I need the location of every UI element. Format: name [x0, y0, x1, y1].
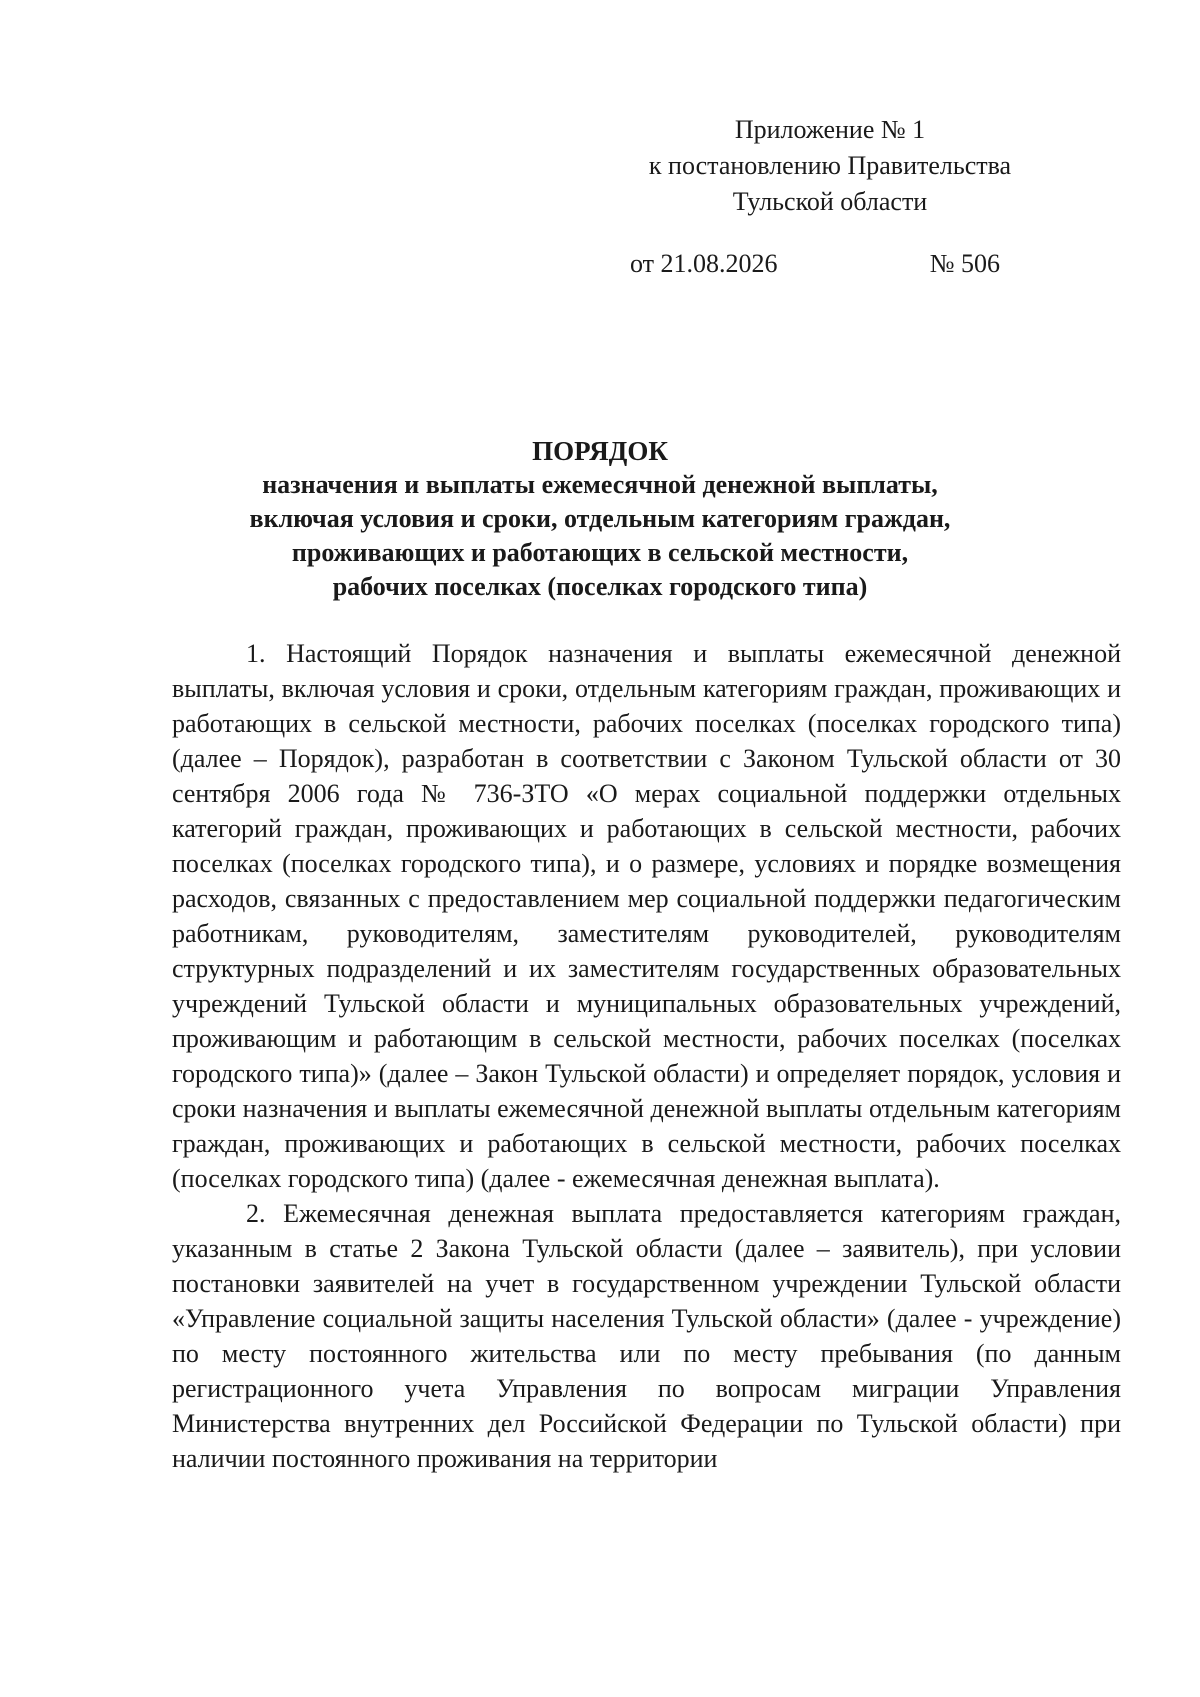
decree-date: от 21.08.2026	[630, 249, 778, 278]
appendix-title: Приложение № 1	[734, 115, 926, 144]
appendix-block	[630, 112, 1030, 278]
paragraph-2: 2. Ежемесячная денежная выплата предоставляется категориям граждан, указанным в статье 2 Закона Тульской области (далее – заявитель), при условии постановки заявителей на учет в государственном учреждении Тульской области «Управление социальной защиты населения Тульской области» (далее - учреждение) по месту постоянного жительства или по месту пребывания (по данным регистрационного учета Управления по вопросам миграции Управления Министерства внутренних дел Российской Федерации по Тульской области) при наличии постоянного проживания на территории	[172, 1199, 1121, 1473]
title-heading: ПОРЯДОК	[532, 436, 668, 466]
document-title	[150, 434, 1050, 604]
decree-number: № 506	[929, 249, 1000, 278]
title-subtitle-line: рабочих поселках (поселках городского типа)	[332, 572, 868, 601]
title-subtitle-line: проживающих и работающих в сельской местности,	[291, 538, 909, 567]
title-subtitle-line: включая условия и сроки, отдельным категориям граждан,	[249, 504, 951, 533]
paragraph-1: 1. Настоящий Порядок назначения и выплаты ежемесячной денежной выплаты, включая условия и сроки, отдельным категориям граждан, проживающих и работающих в сельской местности, рабочих поселках (поселках городского типа) (далее – Порядок), разработан в соответствии с Законом Тульской области от 30 сентября 2006 года № 736-ЗТО «О мерах социальной поддержки отдельных категорий граждан, проживающих и работающих в сельской местности, рабочих поселках (поселках городского типа), и о размере, условиях и порядке возмещения расходов, связанных с предоставлением мер социальной поддержки педагогическим работникам, руководителям, заместителям руководителей, руководителям структурных подразделений и их заместителям государственных образовательных учреждений Тульской области и муниципальных образовательных учреждений, проживающим и работающим в сельской местности, рабочих поселках (поселках городского типа)» (далее – Закон Тульской области) и определяет порядок, условия и сроки назначения и выплаты ежемесячной денежной выплаты отдельным категориям граждан, проживающих и работающих в сельской местности, рабочих поселках (поселках городского типа) (далее - ежемесячная денежная выплата).	[172, 639, 1121, 1193]
appendix-date-line	[630, 246, 1030, 282]
title-subtitle-line: назначения и выплаты ежемесячной денежной выплаты,	[262, 470, 938, 499]
document-body	[172, 636, 1121, 1476]
appendix-region: Тульской области	[732, 187, 928, 216]
appendix-reference: к постановлению Правительства	[648, 151, 1012, 180]
